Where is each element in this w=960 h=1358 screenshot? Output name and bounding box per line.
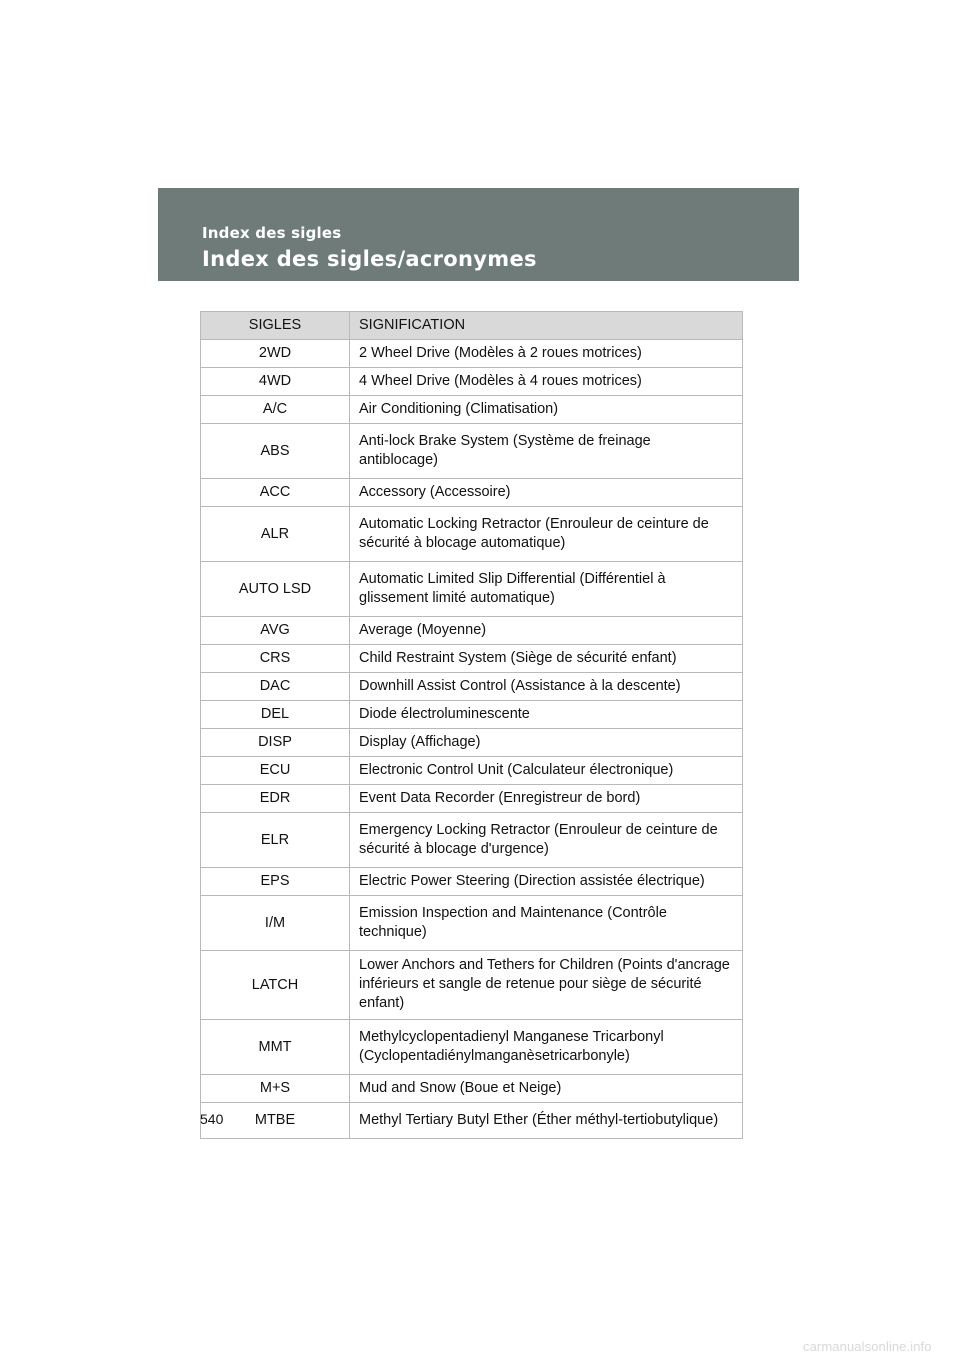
acronym-cell: AUTO LSD (201, 562, 350, 617)
table-row (201, 757, 743, 785)
table-row (201, 1075, 743, 1103)
table-row (201, 562, 743, 617)
table-row (201, 1020, 743, 1075)
table-row (201, 340, 743, 368)
table-row (201, 729, 743, 757)
table-row (201, 813, 743, 868)
table-row (201, 424, 743, 479)
table-row (201, 868, 743, 896)
page-title: Index des sigles/acronymes (202, 247, 537, 271)
table-row (201, 701, 743, 729)
acronym-cell: 4WD (201, 368, 350, 396)
section-name: Index des sigles (202, 224, 342, 242)
meaning-cell: Accessory (Accessoire) (350, 479, 743, 507)
table-row (201, 645, 743, 673)
table-row (201, 479, 743, 507)
table-row (201, 368, 743, 396)
acronym-cell: ELR (201, 813, 350, 868)
meaning-cell: Emission Inspection and Maintenance (Contrôle technique) (350, 896, 743, 951)
meaning-cell: Child Restraint System (Siège de sécurité enfant) (350, 645, 743, 673)
acronym-cell: DAC (201, 673, 350, 701)
acronym-cell: EDR (201, 785, 350, 813)
meaning-cell: Lower Anchors and Tethers for Children (Points d'ancrage inférieurs et sangle de retenue pour siège de sécurité enfant) (350, 951, 743, 1020)
section-header (158, 188, 799, 281)
meaning-cell: Air Conditioning (Climatisation) (350, 396, 743, 424)
meaning-cell: Automatic Limited Slip Differential (Différentiel à glissement limité automatique) (350, 562, 743, 617)
acronym-cell: DEL (201, 701, 350, 729)
acronym-cell: MMT (201, 1020, 350, 1075)
meaning-cell: Anti-lock Brake System (Système de freinage antiblocage) (350, 424, 743, 479)
acronym-cell: 2WD (201, 340, 350, 368)
acronym-table-container (200, 311, 742, 1139)
acronym-cell: ABS (201, 424, 350, 479)
acronym-table (200, 311, 743, 1139)
acronym-cell: EPS (201, 868, 350, 896)
meaning-cell: Emergency Locking Retractor (Enrouleur de ceinture de sécurité à blocage d'urgence) (350, 813, 743, 868)
table-row (201, 507, 743, 562)
table-row (201, 896, 743, 951)
meaning-cell: Electric Power Steering (Direction assistée électrique) (350, 868, 743, 896)
meaning-cell: Average (Moyenne) (350, 617, 743, 645)
acronym-cell: DISP (201, 729, 350, 757)
table-row (201, 617, 743, 645)
acronym-cell: A/C (201, 396, 350, 424)
column-header-meaning: SIGNIFICATION (350, 312, 743, 340)
acronym-cell: MTBE (201, 1103, 350, 1139)
meaning-cell: Automatic Locking Retractor (Enrouleur de ceinture de sécurité à blocage automatique) (350, 507, 743, 562)
acronym-cell: CRS (201, 645, 350, 673)
meaning-cell: Electronic Control Unit (Calculateur électronique) (350, 757, 743, 785)
table-row (201, 785, 743, 813)
meaning-cell: 2 Wheel Drive (Modèles à 2 roues motrices) (350, 340, 743, 368)
table-row (201, 396, 743, 424)
meaning-cell: Mud and Snow (Boue et Neige) (350, 1075, 743, 1103)
table-row (201, 951, 743, 1020)
table-row (201, 1103, 743, 1139)
table-row (201, 673, 743, 701)
column-header-acronym: SIGLES (201, 312, 350, 340)
acronym-cell: ALR (201, 507, 350, 562)
meaning-cell: Event Data Recorder (Enregistreur de bord) (350, 785, 743, 813)
meaning-cell: Methyl Tertiary Butyl Ether (Éther méthyl-tertiobutylique) (350, 1103, 743, 1139)
watermark: carmanualsonline.info (803, 1339, 932, 1354)
acronym-cell: AVG (201, 617, 350, 645)
meaning-cell: Display (Affichage) (350, 729, 743, 757)
acronym-cell: LATCH (201, 951, 350, 1020)
table-header-row (201, 312, 743, 340)
meaning-cell: Downhill Assist Control (Assistance à la descente) (350, 673, 743, 701)
meaning-cell: 4 Wheel Drive (Modèles à 4 roues motrices) (350, 368, 743, 396)
acronym-cell: M+S (201, 1075, 350, 1103)
acronym-cell: ECU (201, 757, 350, 785)
page-number: 540 (200, 1111, 224, 1127)
meaning-cell: Methylcyclopentadienyl Manganese Tricarbonyl (Cyclopentadiénylmanganèsetricarbonyle) (350, 1020, 743, 1075)
acronym-cell: ACC (201, 479, 350, 507)
acronym-cell: I/M (201, 896, 350, 951)
meaning-cell: Diode électroluminescente (350, 701, 743, 729)
